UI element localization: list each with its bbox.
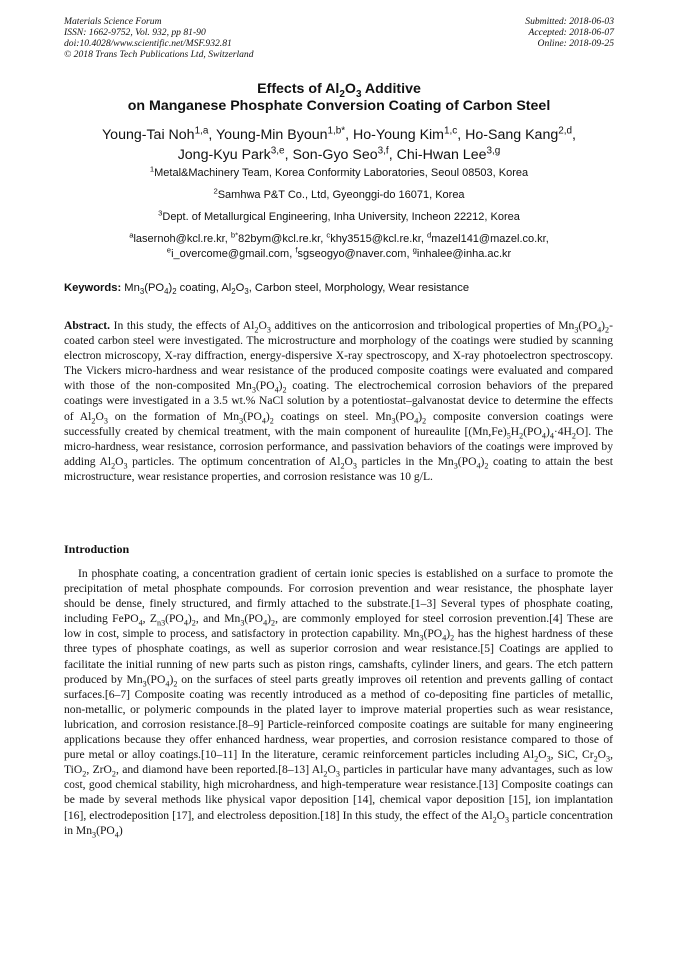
email-list <box>40 232 638 262</box>
author-name: Young-Min Byoun <box>216 127 328 143</box>
author-list <box>40 125 638 165</box>
email-link[interactable]: sgseogyo@naver.com, <box>297 248 413 260</box>
email-link[interactable]: khy3515@kcl.re.kr, <box>330 233 427 245</box>
author-line-1: Young-Tai Noh$^{1,a}$, Young-Min Byoun$^{1,b*}$, Ho-Young Kim$^{1,c}$, Ho-Sang Kang$^{2,d}$, <box>102 125 576 143</box>
email-line-2: $^e$i_overcome@gmail.com, $^f$sgseogyo@naver.com, $^g$inhalee@inha.ac.kr <box>166 245 512 260</box>
keywords: Keywords: $Mn_3(PO_4)_2$ coating, $Al_2O_3$, Carbon steel, Morphology, Wear resistance <box>64 282 470 297</box>
introduction-paragraph: In phosphate coating, a concentration gradient of certain ionic species is established on a surface to promote the precipitation of metal phosphate compounds. For corrosion prevention and wear resistance, the phosphate layer should be dense, finely structured, and firmly attached to the substrate.[1–3] Several types of phosphate coating, including FePO$_4$, $Z_{n3}(PO_4)_2$, and $Mn_3(PO_4)_2$, are commonly employed for steel corrosion prevention.[4] These are low in cost, simple to process, and satisfactory in protection capability. $Mn_3(PO_4)_2$ has the highest hardness of these three types of phosphate coatings, as well as superior corrosion and wear resistance.[5] Coatings are applied to facilitate the initial running of new parts such as piston rings, camshafts, cylinder liners, and gears. The etch pattern produced by $Mn_3(PO_4)_2$ on the surfaces of steel parts greatly improves oil retention and prevents galling of contact surfaces.[6–7] Composite coating was recently introduced as a method of co-depositing fine particles of metallic, non-metallic, or polymeric compounds in the plated layer to improve material properties such as wear resistance, lubrication, and corrosion resistance.[8–9] Particle-reinforced composite coatings are suitable for many engineering applications because they offer enhanced hardness, wear properties, and corrosion resistance compared to those of pure metal or alloy coatings.[10–11] In the literature, ceramic reinforcement particles including $Al_2O_3$, SiC, $Cr_2O_3$, TiO$_2$, ZrO$_2$, and diamond have been reported.[8–13] $Al_2O_3$ particles in particular have many advantages, such as low cost, good chemical stability, high microhardness, and high-temperature wear resistance.[13] Composite coatings can be made by several methods like physical vapor deposition [14], chemical vapor deposition [15], ion implantation [16], electrodeposition [17], and electroless deposition.[18] In this study, the effect of the $Al_2O_3$ particle concentration in $Mn_3(PO_4)$ <box>64 567 614 839</box>
abstract: Abstract. In this study, the effects of $Al_2O_3$ additives on the anticorrosion and tribological properties of $Mn_3(PO_4)_2$-coated carbon steel were investigated. The microstructure and morphology of the coatings were studied by scanning electron microscopy, X-ray diffraction, energy-dispersive X-ray spectroscopy, and X-ray photoelectron spectroscopy. The Vickers micro-hardness and wear resistance of the produced composite coatings were evaluated and compared with those of the non-composited $Mn_3(PO_4)_2$ coating. The electrochemical corrosion behaviors of the prepared coatings were investigated in a 3.5 wt.% NaCl solution by a potentiostat–galvanostat device to determine the effects of $Al_2O_3$ on the formation of $Mn_3(PO_4)_2$ coatings on steel. $Mn_3(PO_4)_2$ composite conversion coatings were successfully created by chemical treatment, with the main component of hureaulite $[(Mn,Fe)_5H_2(PO_4)_4\cdot 4H_2O]$. The micro-hardness, wear resistance, corrosion performance, and passivation behaviors of the coatings were improved by adding $Al_2O_3$ particles. The optimum concentration of $Al_2O_3$ particles in the $Mn_3(PO_4)_2$ coating to attain the best microstructure, wear resistance properties, and corrosion resistance was 10 g/L. <box>64 319 614 483</box>
affiliation-2: $^2$Samhwa P&T Co., Ltd, Gyeonggi-do 16071, Korea <box>213 186 465 201</box>
affiliation-3: $^3$Dept. of Metallurgical Engineering, Inha University, Incheon 22212, Korea <box>158 208 520 223</box>
dates-info <box>525 16 614 49</box>
email-link[interactable]: 82bym@kcl.re.kr, <box>238 233 327 245</box>
paper-title <box>40 81 638 115</box>
email-line-1: $^a$lasernoh@kcl.re.kr, $^{b*}$82bym@kcl.re.kr, $^c$khy3515@kcl.re.kr, $^d$mazel141@mazel.co.kr, <box>129 230 549 245</box>
title-line-1: Effects of $Al_2O_3$ Additive <box>257 81 421 100</box>
online-date: Online: 2018-09-25 <box>537 38 614 49</box>
author-name: Ho-Sang Kang <box>465 127 559 143</box>
journal-info <box>64 16 254 60</box>
doi-line: doi:10.4028/www.scientific.net/MSF.932.81 <box>64 38 232 49</box>
author-name: Chi-Hwan Lee <box>396 147 487 163</box>
author-name: Young-Tai Noh <box>102 127 195 143</box>
issn-line: ISSN: 1662-9752, Vol. 932, pp 81-90 <box>64 27 206 38</box>
author-name: Jong-Kyu Park <box>177 147 271 163</box>
section-heading-introduction: Introduction <box>64 542 130 556</box>
email-link[interactable]: mazel141@mazel.co.kr, <box>431 233 549 245</box>
email-link[interactable]: inhalee@inha.ac.kr <box>416 248 512 260</box>
title-line-2: on Manganese Phosphate Conversion Coating of Carbon Steel <box>127 98 551 114</box>
author-name: Ho-Young Kim <box>353 127 445 143</box>
affiliation-1: $^1$Metal&Machinery Team, Korea Conformity Laboratories, Seoul 08503, Korea <box>149 164 529 179</box>
author-name: Son-Gyo Seo <box>292 147 378 163</box>
accepted-date: Accepted: 2018-06-07 <box>528 27 614 38</box>
copyright-line: © 2018 Trans Tech Publications Ltd, Switzerland <box>64 49 254 60</box>
email-link[interactable]: i_overcome@gmail.com, <box>171 248 296 260</box>
email-link[interactable]: lasernoh@kcl.re.kr, <box>133 233 231 245</box>
abstract-label: Abstract. <box>64 319 111 332</box>
author-line-2: Jong-Kyu Park$^{3,e}$, Son-Gyo Seo$^{3,f}$, Chi-Hwan Lee$^{3,g}$ <box>177 145 501 163</box>
journal-name: Materials Science Forum <box>64 16 162 27</box>
submitted-date: Submitted: 2018-06-03 <box>525 16 614 27</box>
keywords-label: Keywords: <box>64 282 122 294</box>
